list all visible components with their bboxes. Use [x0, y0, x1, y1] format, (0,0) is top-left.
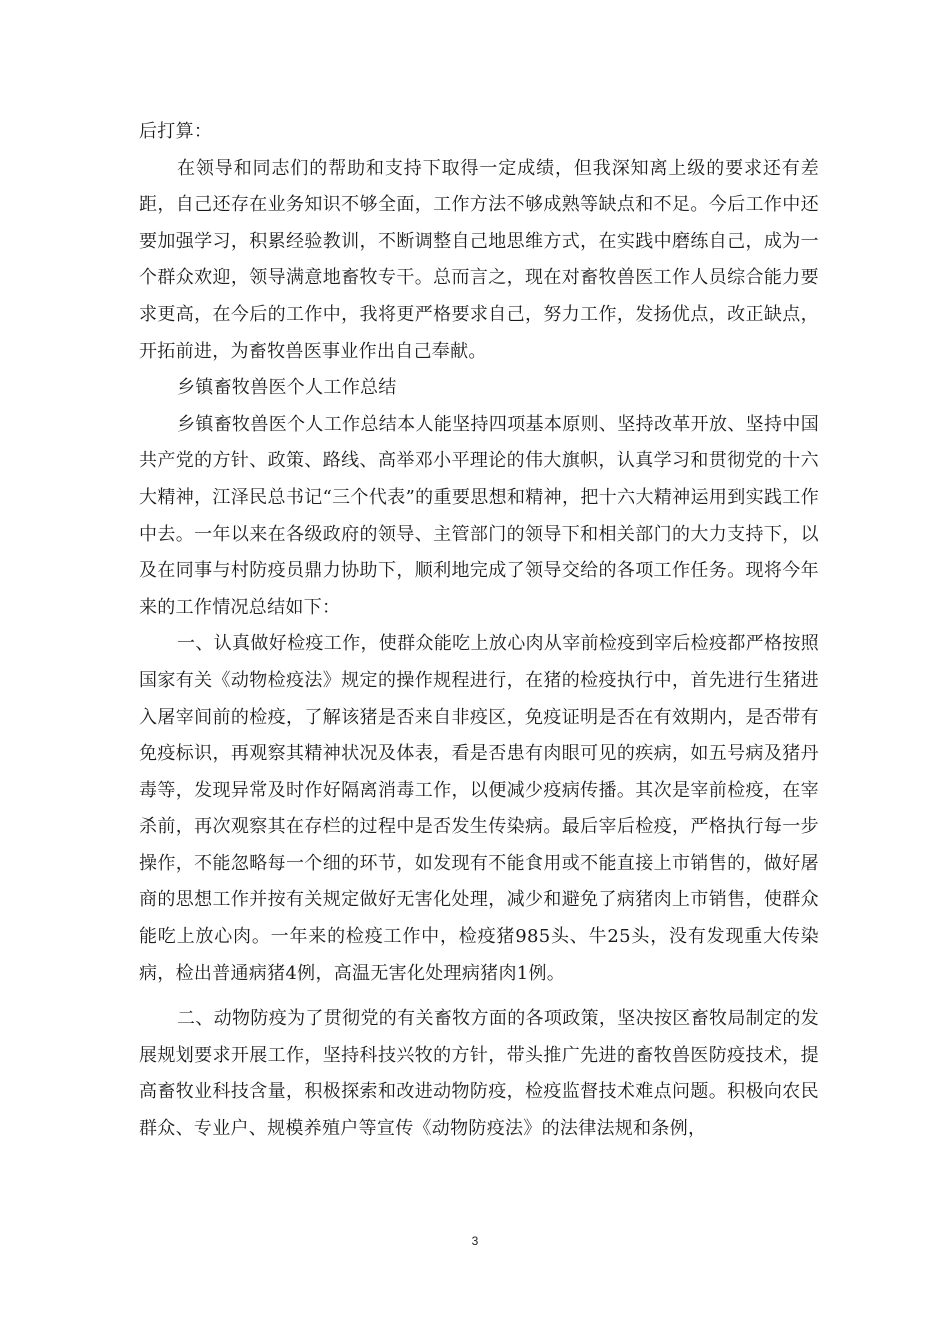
- paragraph-continuation: 后打算：: [139, 121, 213, 142]
- paragraph-future-plans: 在领导和同志们的帮助和支持下取得一定成绩，但我深知离上级的要求还有差距，自己还存在业务知识不够全面，工作方法不够成熟等缺点和不足。今后工作中还要加强学习，积累经验教训，不断调整自己地思维方式，在实践中磨练自己，成为一个群众欢迎，领导满意地畜牧专干。总而言之，现在对畜牧兽医工作人员综合能力要求更高，在今后的工作中，我将更严格要求自己，努力工作，发扬优点，改正缺点，开拓前进，为畜牧兽医事业作出自己奉献。: [139, 157, 819, 362]
- paragraph-introduction: 乡镇畜牧兽医个人工作总结本人能坚持四项基本原则、坚持改革开放、坚持中国共产党的方针、政策、路线、高举邓小平理论的伟大旗帜，认真学习和贯彻党的十六大精神，江泽民总书记“三个代表”的重要思想和精神，把十六大精神运用到实践工作中去。一年以来在各级政府的领导、主管部门的领导下和相关部门的大力支持下，以及在同事与村防疫员鼎力协助下，顺利地完成了领导交给的各项工作任务。现将今年来的工作情况总结如下：: [139, 413, 819, 618]
- paragraph-inspection-work: 一、认真做好检疫工作，使群众能吃上放心肉从宰前检疫到宰后检疫都严格按照国家有关《动物检疫法》规定的操作规程进行，在猪的检疫执行中，首先进行生猪进入屠宰间前的检疫，了解该猪是否来自非疫区，免疫证明是否在有效期内，是否带有免疫标识，再观察其精神状况及体表，看是否患有肉眼可见的疾病，如五号病及猪丹毒等，发现异常及时作好隔离消毒工作，以便减少疫病传播。其次是宰前检疫，在宰杀前，再次观察其在存栏的过程中是否发生传染病。最后宰后检疫，严格执行每一步操作，不能忽略每一个细的环节，如发现有不能食用或不能直接上市销售的，做好屠商的思想工作并按有关规定做好无害化处理，减少和避免了病猪肉上市销售，使群众能吃上放心肉。一年来的检疫工作中，检疫猪985头、牛25头，没有发现重大传染病，检出普通病猪4例，高温无害化处理病猪肉1例。: [139, 633, 819, 984]
- section-heading: 乡镇畜牧兽医个人工作总结: [177, 377, 397, 399]
- document-body: [139, 114, 819, 1148]
- page-number: 3: [471, 1234, 479, 1248]
- paragraph-animal-epidemic-prevention: 二、动物防疫为了贯彻党的有关畜牧方面的各项政策，坚决按区畜牧局制定的发展规划要求开展工作，坚持科技兴牧的方针，带头推广先进的畜牧兽医防疫技术，提高畜牧业科技含量，积极探索和改进动物防疫，检疫监督技术难点问题。积极向农民群众、专业户、规模养殖户等宣传《动物防疫法》的法律法规和条例，: [139, 1008, 819, 1140]
